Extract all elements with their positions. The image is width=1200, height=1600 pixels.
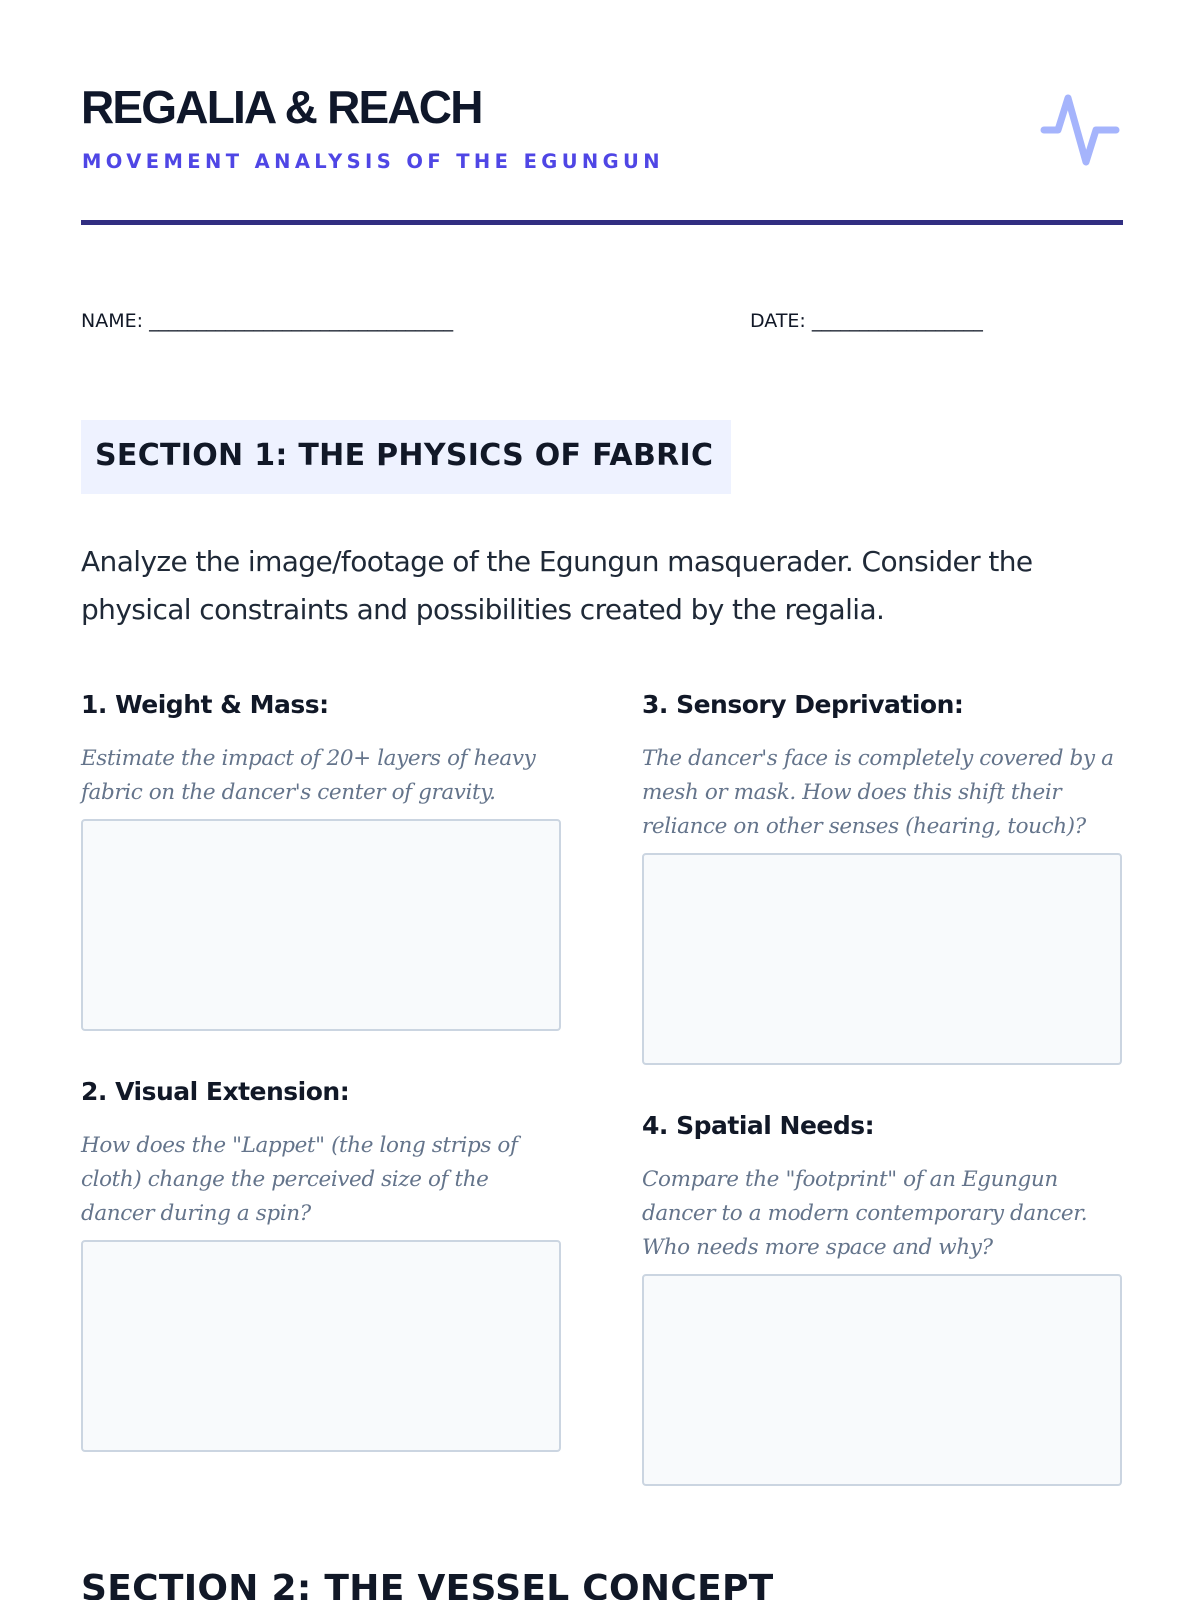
question-4-answer-box[interactable] bbox=[642, 1274, 1122, 1486]
question-3-answer-box[interactable] bbox=[642, 853, 1122, 1065]
question-1 bbox=[81, 690, 561, 805]
name-label: NAME: bbox=[81, 310, 144, 332]
section-1-heading: SECTION 1: THE PHYSICS OF FABRIC bbox=[95, 438, 714, 473]
question-2-description: How does the "Lappet" (the long strips of cloth) change the perceived size of the dancer during a spin? bbox=[81, 1133, 518, 1226]
name-blank[interactable]: ________________________________ bbox=[149, 310, 454, 332]
question-3-title: 3. Sensory Deprivation: bbox=[642, 690, 964, 719]
question-4-title: 4. Spatial Needs: bbox=[642, 1111, 875, 1140]
date-field[interactable] bbox=[750, 310, 983, 332]
name-field[interactable] bbox=[81, 310, 453, 332]
question-2-title: 2. Visual Extension: bbox=[81, 1077, 350, 1106]
date-label: DATE: bbox=[750, 310, 806, 332]
section-2-heading: SECTION 2: THE VESSEL CONCEPT bbox=[81, 1568, 774, 1600]
pulse-icon bbox=[1040, 92, 1120, 170]
question-4-description: Compare the "footprint" of an Egungun dancer to a modern contemporary dancer. Who needs more space and why? bbox=[642, 1167, 1088, 1260]
question-1-answer-box[interactable] bbox=[81, 819, 561, 1031]
question-3 bbox=[642, 690, 1122, 839]
section-1-intro: Analyze the image/footage of the Egungun masquerader. Consider the physical constraints and possibilities created by the regalia. bbox=[81, 545, 1033, 626]
date-blank[interactable]: __________________ bbox=[811, 310, 983, 332]
question-1-title: 1. Weight & Mass: bbox=[81, 690, 329, 719]
question-2 bbox=[81, 1077, 561, 1226]
question-2-answer-box[interactable] bbox=[81, 1240, 561, 1452]
question-3-description: The dancer's face is completely covered by a mesh or mask. How does this shift their reliance on other senses (hearing, touch)? bbox=[642, 746, 1114, 839]
worksheet-subtitle: MOVEMENT ANALYSIS OF THE EGUNGUN bbox=[82, 150, 665, 173]
worksheet-title: REGALIA & REACH bbox=[81, 81, 482, 133]
section-1-banner bbox=[81, 420, 731, 494]
question-4 bbox=[642, 1111, 1122, 1260]
header-rule bbox=[81, 220, 1123, 225]
question-1-description: Estimate the impact of 20+ layers of heavy fabric on the dancer's center of gravity. bbox=[81, 746, 536, 805]
